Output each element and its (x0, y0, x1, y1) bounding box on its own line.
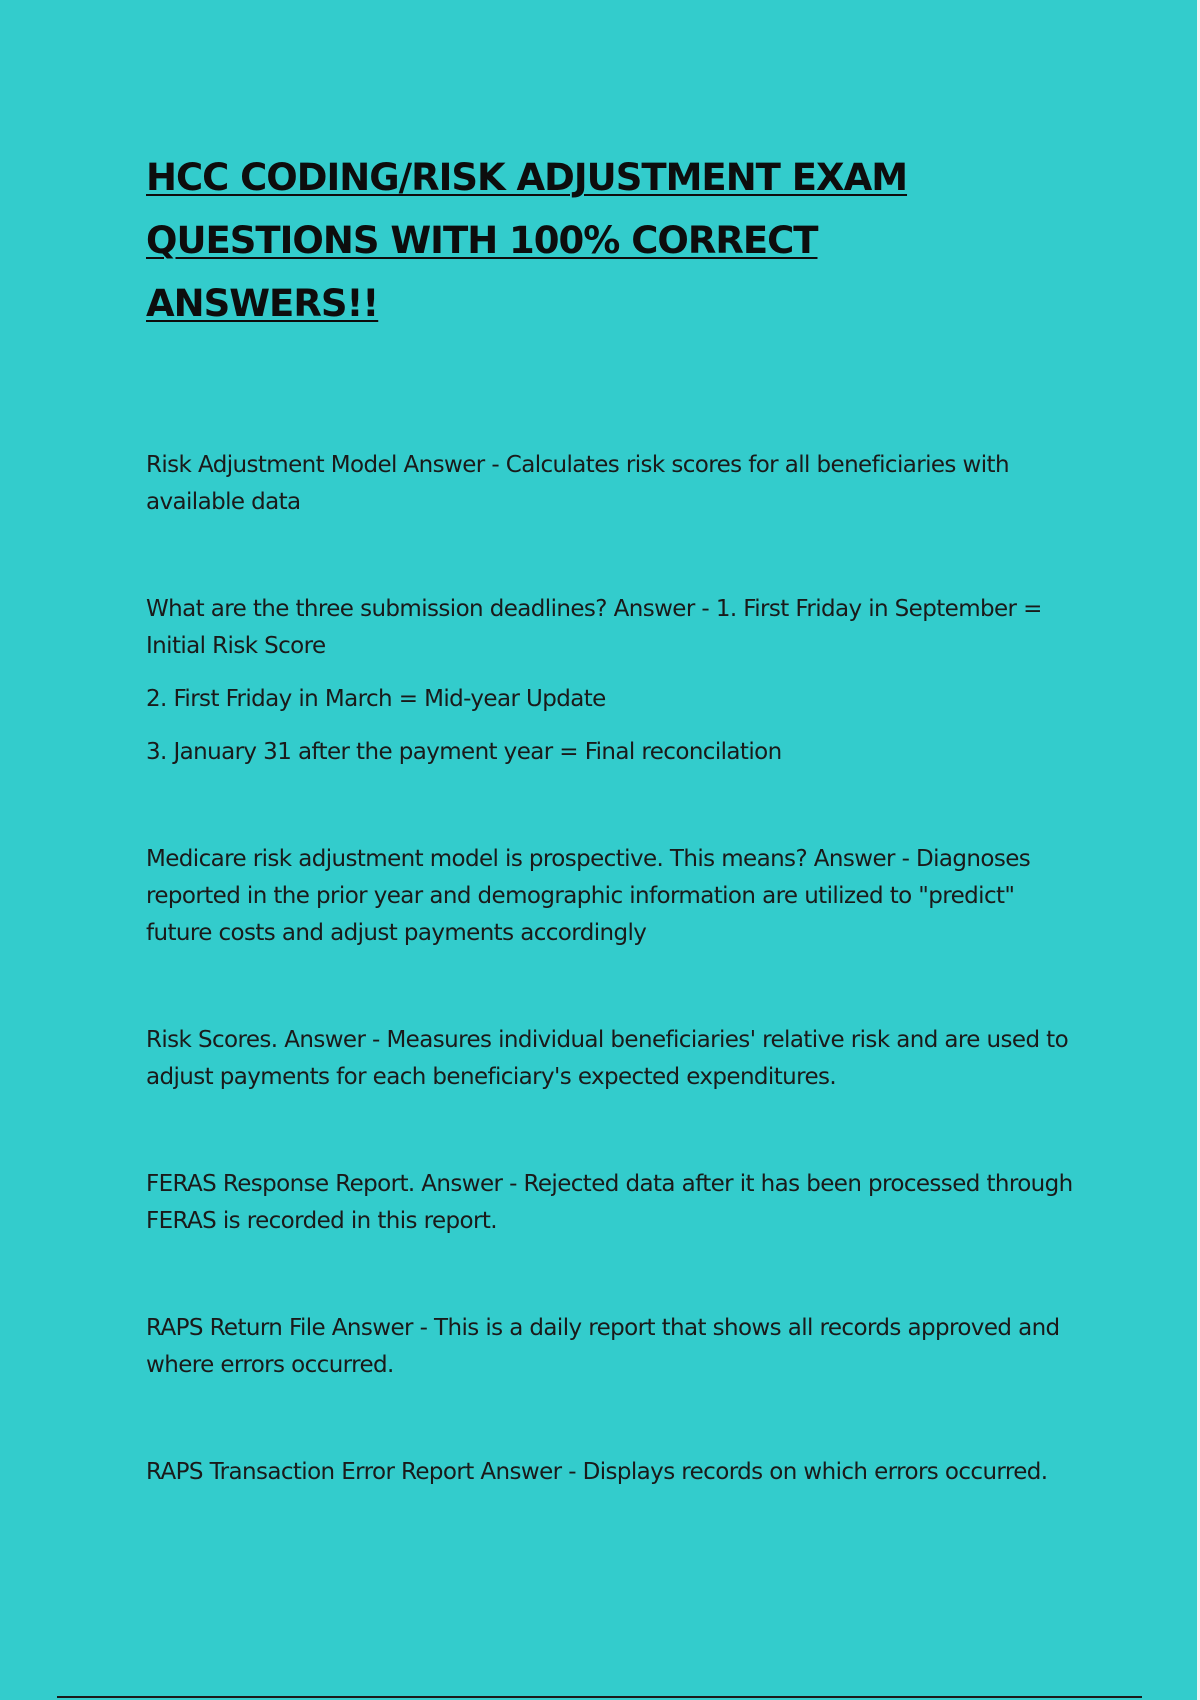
document-title: HCC CODING/RISK ADJUSTMENT EXAM QUESTIONS WITH 100% CORRECT ANSWERS!! (146, 156, 908, 325)
qa-text: Medicare risk adjustment model is prospective. This means? Answer - Diagnoses reported in the prior year and demographic information are utilized to "predict" future costs and adjust payments accordingly (146, 846, 1031, 946)
footer-rule (57, 1696, 1142, 1698)
qa-item (146, 1310, 1076, 1384)
qa-text: RAPS Return File Answer - This is a daily report that shows all records approved and where errors occurred. (146, 1315, 1060, 1378)
document-content (146, 146, 1076, 1561)
qa-text: Risk Adjustment Model Answer - Calculates risk scores for all beneficiaries with available data (146, 452, 1009, 515)
qa-item (146, 1454, 1076, 1491)
qa-text: FERAS Response Report. Answer - Rejected data after it has been processed through FERAS is recorded in this report. (146, 1171, 1073, 1234)
qa-text: RAPS Transaction Error Report Answer - Displays records on which errors occurred. (146, 1459, 1048, 1485)
qa-item (146, 447, 1076, 521)
qa-text: Risk Scores. Answer - Measures individual beneficiaries' relative risk and are used to adjust payments for each beneficiary's expected expenditures. (146, 1027, 1069, 1090)
qa-text: What are the three submission deadlines? Answer - 1. First Friday in September = Initial Risk Score (146, 596, 1042, 659)
qa-text: 2. First Friday in March = Mid-year Update (146, 686, 606, 712)
qa-list (146, 447, 1076, 1491)
qa-item (146, 1166, 1076, 1240)
qa-text: 3. January 31 after the payment year = Final reconcilation (146, 739, 782, 765)
qa-item (146, 591, 1076, 771)
qa-item (146, 841, 1076, 952)
qa-item (146, 1022, 1076, 1096)
